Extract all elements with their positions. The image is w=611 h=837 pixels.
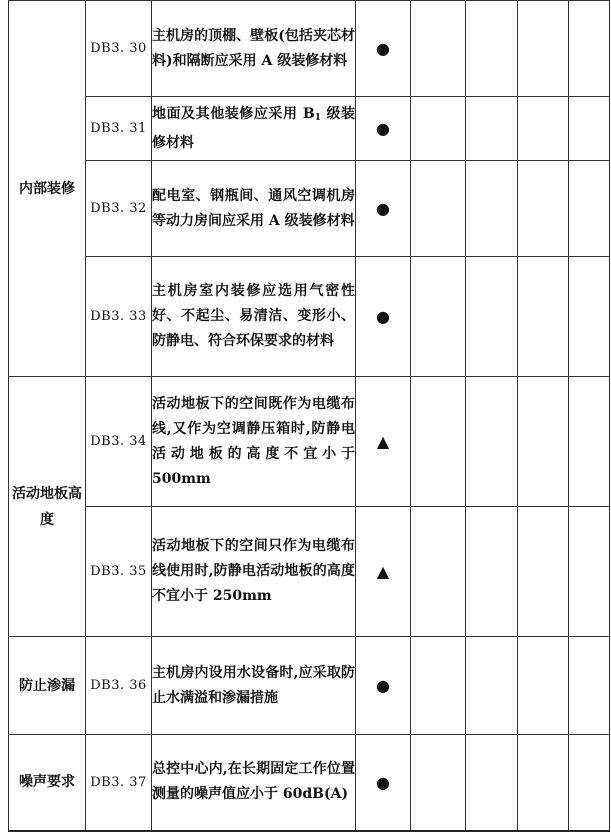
requirement-cell: 活动地板下的空间只作为电缆布线使用时,防静电活动地板的高度不宜小于 250mm xyxy=(152,507,356,637)
mark-cell: ● xyxy=(356,1,411,97)
blank-cell xyxy=(411,637,466,735)
requirement-cell: 活动地板下的空间既作为电缆布线,又作为空调静压箱时,防静电活动地板的高度不宜小于 500mm xyxy=(152,377,356,507)
requirement-cell: 主机房的顶棚、壁板(包括夹芯材料)和隔断应采用 A 级装修材料 xyxy=(152,1,356,97)
table-row xyxy=(9,507,610,637)
requirement-subscript: 1 xyxy=(314,112,322,123)
mark-cell: ● xyxy=(356,637,411,735)
requirement-cell: 主机房内设用水设备时,应采取防止水满溢和渗漏措施 xyxy=(152,637,356,735)
blank-cell xyxy=(518,1,569,97)
blank-cell xyxy=(466,735,518,831)
blank-cell xyxy=(411,507,466,637)
requirement-text: 级装修材料 xyxy=(152,105,355,151)
code-cell: DB3. 36 xyxy=(86,637,152,735)
blank-cell xyxy=(518,257,569,377)
requirement-cell: 配电室、钢瓶间、通风空调机房等动力房间应采用 A 级装修材料 xyxy=(152,161,356,257)
blank-cell xyxy=(518,377,569,507)
blank-cell xyxy=(466,377,518,507)
blank-cell xyxy=(411,97,466,161)
mark-cell: ● xyxy=(356,257,411,377)
blank-cell xyxy=(518,735,569,831)
table-row xyxy=(9,257,610,377)
blank-cell xyxy=(466,257,518,377)
category-cell: 活动地板高度 xyxy=(9,377,86,637)
mark-cell: ▲ xyxy=(356,507,411,637)
table-row xyxy=(9,637,610,735)
mark-cell: ● xyxy=(356,735,411,831)
requirement-text: 地面及其他装修应采用 B xyxy=(152,105,315,122)
blank-cell xyxy=(518,507,569,637)
blank-cell xyxy=(411,257,466,377)
blank-cell xyxy=(569,637,610,735)
table-row xyxy=(9,97,610,161)
category-cell: 内部装修 xyxy=(9,1,86,377)
requirement-cell: 总控中心内,在长期固定工作位置测量的噪声值应小于 60dB(A) xyxy=(152,735,356,831)
blank-cell xyxy=(569,507,610,637)
blank-cell xyxy=(569,1,610,97)
blank-cell xyxy=(518,97,569,161)
blank-cell xyxy=(466,637,518,735)
blank-cell xyxy=(518,637,569,735)
requirement-cell: 主机房室内装修应选用气密性好、不起尘、易清洁、变形小、防静电、符合环保要求的材料 xyxy=(152,257,356,377)
blank-cell xyxy=(466,161,518,257)
code-cell: DB3. 31 xyxy=(86,97,152,161)
code-cell: DB3. 30 xyxy=(86,1,152,97)
blank-cell xyxy=(466,1,518,97)
blank-cell xyxy=(411,377,466,507)
blank-cell xyxy=(569,257,610,377)
table-row xyxy=(9,161,610,257)
code-cell: DB3. 32 xyxy=(86,161,152,257)
blank-cell xyxy=(411,735,466,831)
table-row xyxy=(9,1,610,97)
blank-cell xyxy=(569,161,610,257)
mark-cell: ● xyxy=(356,97,411,161)
mark-cell: ● xyxy=(356,161,411,257)
blank-cell xyxy=(466,97,518,161)
requirements-table xyxy=(8,0,610,832)
code-cell: DB3. 34 xyxy=(86,377,152,507)
blank-cell xyxy=(518,161,569,257)
category-cell: 防止渗漏 xyxy=(9,637,86,735)
mark-cell: ▲ xyxy=(356,377,411,507)
blank-cell xyxy=(411,161,466,257)
requirement-cell xyxy=(152,97,356,161)
code-cell: DB3. 33 xyxy=(86,257,152,377)
table-row xyxy=(9,735,610,831)
blank-cell xyxy=(569,377,610,507)
category-cell: 噪声要求 xyxy=(9,735,86,831)
blank-cell xyxy=(569,97,610,161)
code-cell: DB3. 37 xyxy=(86,735,152,831)
table-row xyxy=(9,377,610,507)
blank-cell xyxy=(411,1,466,97)
code-cell: DB3. 35 xyxy=(86,507,152,637)
blank-cell xyxy=(569,735,610,831)
blank-cell xyxy=(466,507,518,637)
